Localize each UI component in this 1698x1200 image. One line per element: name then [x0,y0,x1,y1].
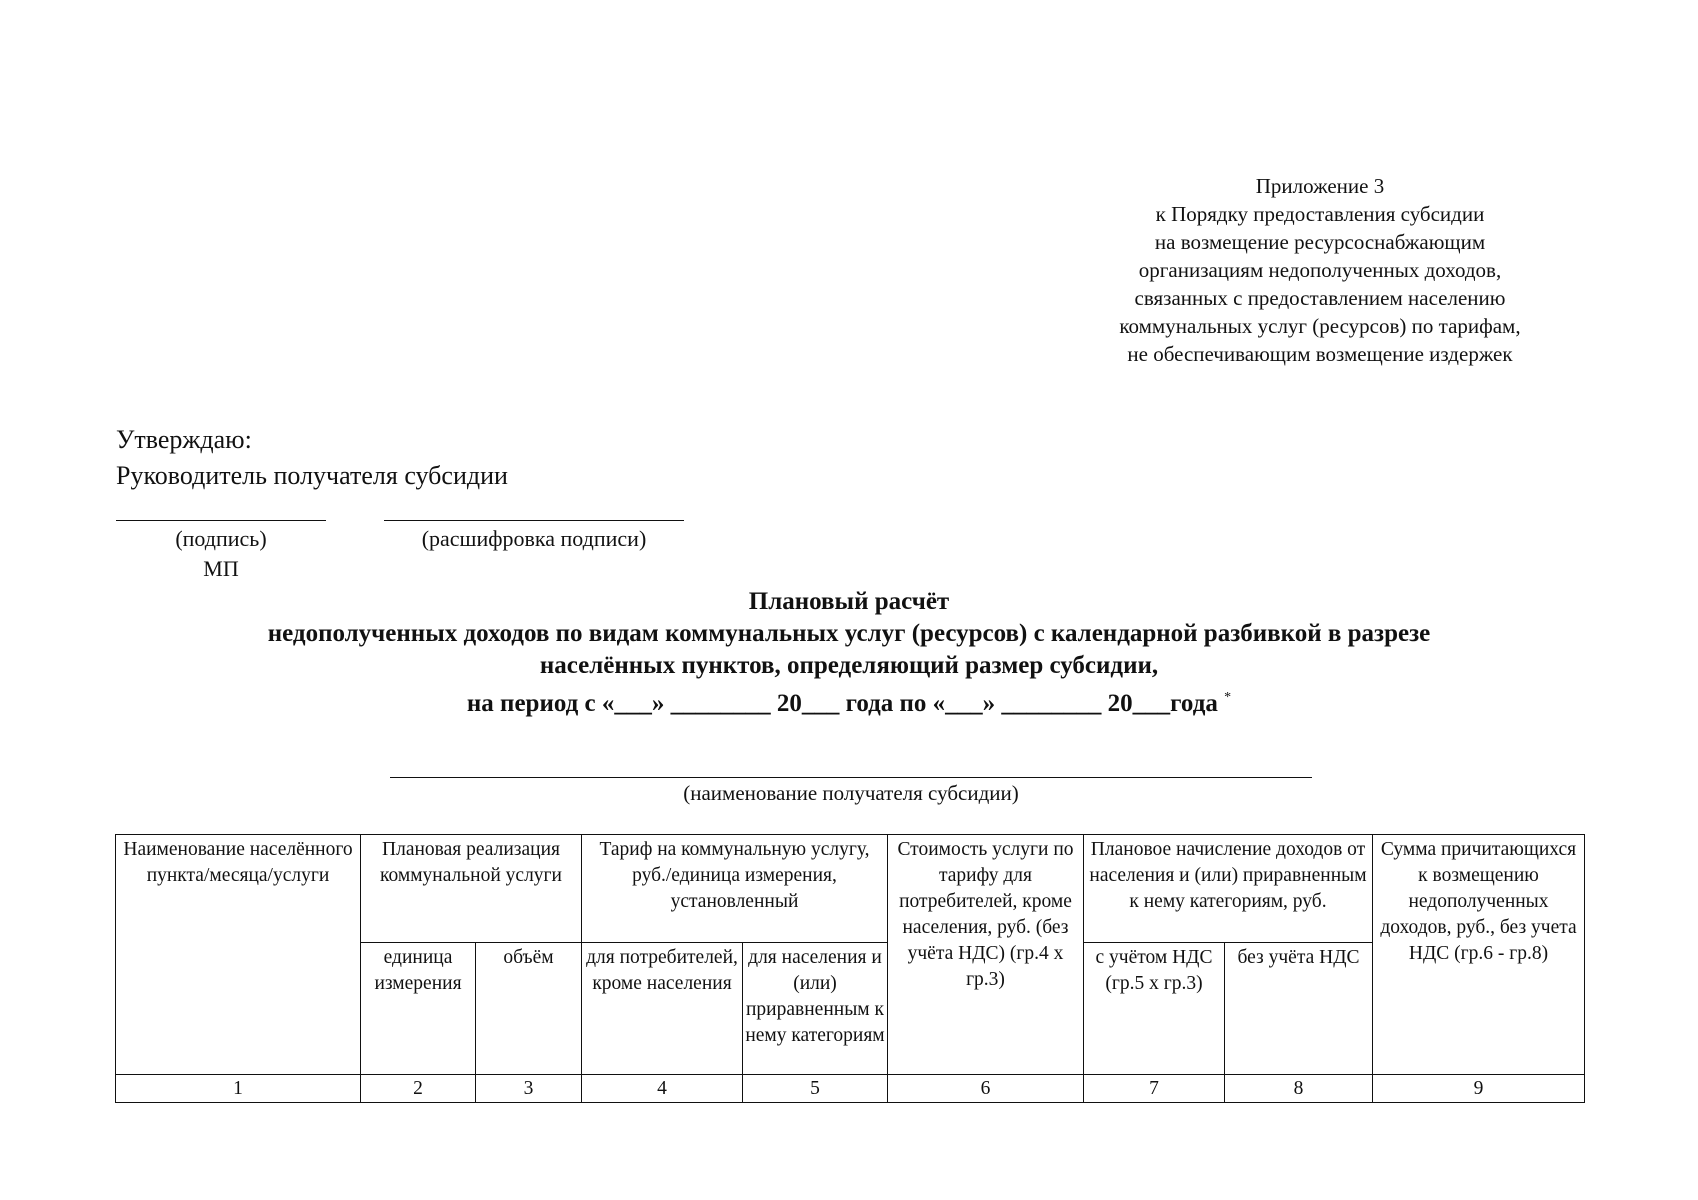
header-planned-sales: Плановая реализация коммунальной услуги [361,835,582,943]
appendix-line: на возмещение ресурсоснабжающим [1154,230,1486,254]
document-title [150,586,1548,720]
title-period-line [150,682,1548,720]
title-period: на период с «___» ________ 20___ года по «___» ________ 20___года [466,690,1218,717]
calculation-table [115,834,1585,1103]
signature-decoding-line [384,520,684,521]
column-number: 5 [743,1075,888,1103]
approve-label: Утверждаю: [116,425,252,454]
appendix-reference [1060,172,1580,368]
stamp-placeholder: МП [203,556,239,581]
column-number: 2 [361,1075,476,1103]
subheader-without-vat: без учёта НДС [1225,943,1373,1075]
header-compensation-sum: Сумма причитающихся к возмещению недополученных доходов, руб., без учета НДС (гр.6 - гр.8) [1373,835,1585,1075]
column-number: 1 [116,1075,361,1103]
approver-title: Руководитель получателя субсидии [116,461,508,490]
column-number: 7 [1084,1075,1225,1103]
signature-line [116,520,326,521]
appendix-line: не обеспечивающим возмещение издержек [1127,342,1513,366]
column-number-row [116,1075,1585,1103]
appendix-line: организациям недополученных доходов, [1138,258,1502,282]
appendix-line: связанных с предоставлением населению [1134,286,1506,310]
subheader-volume: объём [476,943,582,1075]
column-number: 8 [1225,1075,1373,1103]
header-tariff: Тариф на коммунальную услугу, руб./единица измерения, установленный [582,835,888,943]
signature-decoding-caption: (расшифровка подписи) [421,526,647,551]
title-line: населённых пунктов, определяющий размер субсидии, [539,652,1159,679]
column-number: 6 [888,1075,1084,1103]
column-number: 3 [476,1075,582,1103]
approval-block [116,422,508,494]
column-number: 4 [582,1075,743,1103]
appendix-line: Приложение 3 [1255,174,1385,198]
subheader-tariff-population: для населения и (или) приравненным к нему категориям [743,943,888,1075]
footnote-mark: * [1224,690,1232,705]
column-number: 9 [1373,1075,1585,1103]
header-settlement: Наименование населённого пункта/месяца/услуги [116,835,361,1075]
subheader-with-vat: с учётом НДС (гр.5 х гр.3) [1084,943,1225,1075]
subheader-tariff-other: для потребителей, кроме населения [582,943,743,1075]
title-line: недополученных доходов по видам коммунальных услуг (ресурсов) с календарной разбивкой в разрезе [267,620,1431,647]
recipient-name-line [390,777,1312,778]
title-line: Плановый расчёт [748,588,950,615]
signature-caption: (подпись) [175,526,267,551]
appendix-line: коммунальных услуг (ресурсов) по тарифам, [1119,314,1521,338]
appendix-line: к Порядку предоставления субсидии [1155,202,1485,226]
subheader-unit: единица измерения [361,943,476,1075]
header-service-cost: Стоимость услуги по тарифу для потребителей, кроме населения, руб. (без учёта НДС) (гр.4 х гр.3) [888,835,1084,1075]
header-planned-accrual: Плановое начисление доходов от населения и (или) приравненным к нему категориям, руб. [1084,835,1373,943]
recipient-name-caption: (наименование получателя субсидии) [683,781,1019,805]
